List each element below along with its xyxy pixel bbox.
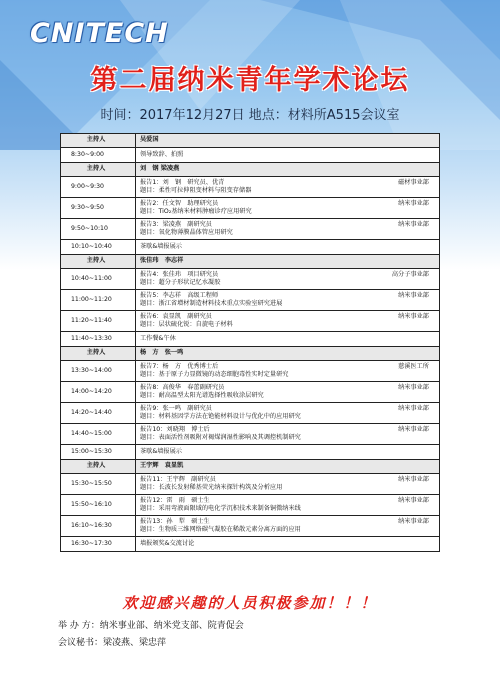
talk-row bbox=[61, 311, 440, 332]
time-slot: 15:00~15:30 bbox=[61, 445, 136, 460]
department-label: 慈溪医工所 bbox=[398, 362, 429, 370]
host-label: 主持人 bbox=[61, 347, 136, 361]
topic-line: 题目：生物质三维网络碳气凝胶在稀散元素分离方面的应用 bbox=[140, 526, 301, 533]
speaker-line: 报告3：梁凌燕 副研究员 bbox=[140, 220, 212, 228]
session-activity: 茶歇&墙报展示 bbox=[136, 240, 440, 255]
talk-details bbox=[136, 177, 440, 198]
session-activity: 工作餐&午休 bbox=[136, 332, 440, 347]
department-label: 高分子事业部 bbox=[391, 270, 429, 278]
host-names: 王宇辉 袁显凯 bbox=[136, 460, 440, 474]
speaker-line: 报告7：杨 方 优秀博士后 bbox=[140, 362, 219, 370]
host-names: 吴爱国 bbox=[136, 134, 440, 148]
topic-line: 题目：超分子形状记忆水凝胶 bbox=[140, 279, 221, 286]
time-location-line: 时间：2017年12月27日 地点：材料所A515会议室 bbox=[100, 108, 400, 123]
topic-line: 题目：TiO₂基纳米材料肿瘤诊疗应用研究 bbox=[140, 208, 252, 215]
host-label: 主持人 bbox=[61, 460, 136, 474]
time-slot: 9:00~9:30 bbox=[61, 177, 136, 198]
host-row bbox=[61, 255, 440, 269]
talk-details-inner bbox=[140, 405, 435, 422]
speaker-line: 报告10：刘晓翔 博士后 bbox=[140, 425, 210, 433]
talk-row bbox=[61, 382, 440, 403]
host-label: 主持人 bbox=[61, 134, 136, 148]
session-row bbox=[61, 240, 440, 255]
talk-details bbox=[136, 403, 440, 424]
talk-row bbox=[61, 424, 440, 445]
talk-row bbox=[61, 219, 440, 240]
host-row bbox=[61, 134, 440, 148]
topic-line: 题目：采用弯液面限域的电化学沉积技术来制备铜微纳米线 bbox=[140, 505, 301, 512]
time-slot: 14:20~14:40 bbox=[61, 403, 136, 424]
talk-details-inner bbox=[140, 292, 435, 309]
time-slot: 10:40~11:00 bbox=[61, 269, 136, 290]
host-label: 主持人 bbox=[61, 163, 136, 177]
talk-details-inner bbox=[140, 426, 435, 443]
session-row bbox=[61, 332, 440, 347]
topic-line: 题目：氧化物薄膜晶体管应用研究 bbox=[140, 229, 233, 236]
department-label: 纳米事业部 bbox=[398, 496, 429, 504]
host-names: 杨 方 张一鸣 bbox=[136, 347, 440, 361]
department-label: 纳米事业部 bbox=[398, 517, 429, 525]
session-activity: 领导致辞、拍照 bbox=[136, 148, 440, 163]
time-slot: 8:30~9:00 bbox=[61, 148, 136, 163]
time-slot: 16:10~16:30 bbox=[61, 516, 136, 537]
talk-details-inner bbox=[140, 497, 435, 514]
host-row bbox=[61, 163, 440, 177]
department-label: 磁材事业部 bbox=[398, 178, 429, 186]
talk-row bbox=[61, 269, 440, 290]
talk-row bbox=[61, 403, 440, 424]
speaker-line: 报告1：刘 钢 研究员、优青 bbox=[140, 178, 225, 186]
speaker-line: 报告2：任文智 助理研究员 bbox=[140, 199, 219, 207]
agenda-table bbox=[60, 133, 440, 552]
speaker-line: 报告11：王宇辉 副研究员 bbox=[140, 475, 216, 483]
speaker-line: 报告5：李志祥 高级工程师 bbox=[140, 291, 219, 299]
talk-details-inner bbox=[140, 200, 435, 217]
department-label: 纳米事业部 bbox=[398, 404, 429, 412]
time-slot: 11:40~13:30 bbox=[61, 332, 136, 347]
talk-details bbox=[136, 361, 440, 382]
speaker-line: 报告12：雷 雨 硕士生 bbox=[140, 496, 210, 504]
talk-details-inner bbox=[140, 221, 435, 238]
department-label: 纳米事业部 bbox=[398, 291, 429, 299]
speaker-line: 报告6：袁显凯 副研究员 bbox=[140, 312, 212, 320]
talk-details bbox=[136, 474, 440, 495]
topic-line: 题目：浙江省增材制造材料技术重点实验室研究进展 bbox=[140, 300, 283, 307]
department-label: 纳米事业部 bbox=[398, 199, 429, 207]
time-slot: 11:20~11:40 bbox=[61, 311, 136, 332]
talk-row bbox=[61, 474, 440, 495]
talk-details-inner bbox=[140, 363, 435, 380]
talk-row bbox=[61, 495, 440, 516]
time-slot: 15:30~15:50 bbox=[61, 474, 136, 495]
forum-title: 第二届纳米青年学术论坛 bbox=[90, 65, 410, 96]
time-slot: 15:50~16:10 bbox=[61, 495, 136, 516]
topic-line: 题目：层状硫化锐：自旋电子材料 bbox=[140, 321, 233, 328]
topic-line: 题目：柔性可拉伸阻变材料与阻变存储器 bbox=[140, 187, 252, 194]
time-slot: 14:00~14:20 bbox=[61, 382, 136, 403]
talk-details bbox=[136, 424, 440, 445]
session-activity: 茶歇&墙报展示 bbox=[136, 445, 440, 460]
host-label: 主持人 bbox=[61, 255, 136, 269]
department-label: 纳米事业部 bbox=[398, 383, 429, 391]
host-names: 刘 钢 梁凌燕 bbox=[136, 163, 440, 177]
time-slot: 11:00~11:20 bbox=[61, 290, 136, 311]
talk-details-inner bbox=[140, 518, 435, 535]
speaker-line: 报告4：张佳玮 项目研究员 bbox=[140, 270, 219, 278]
topic-line: 题目：耐高温型太阳光谱选择性吸收涂层研究 bbox=[140, 392, 264, 399]
session-row bbox=[61, 445, 440, 460]
department-label: 纳米事业部 bbox=[398, 475, 429, 483]
speaker-line: 报告8：高俊华 春蕾副研究员 bbox=[140, 383, 225, 391]
talk-row bbox=[61, 198, 440, 219]
talk-details bbox=[136, 311, 440, 332]
talk-details bbox=[136, 269, 440, 290]
time-slot: 9:50~10:10 bbox=[61, 219, 136, 240]
talk-row bbox=[61, 516, 440, 537]
time-slot: 10:10~10:40 bbox=[61, 240, 136, 255]
cnitech-logo: CNITECH bbox=[30, 18, 169, 49]
session-row bbox=[61, 148, 440, 163]
talk-details-inner bbox=[140, 313, 435, 330]
time-slot: 13:30~14:00 bbox=[61, 361, 136, 382]
talk-details bbox=[136, 198, 440, 219]
host-row bbox=[61, 347, 440, 361]
topic-line: 题目：长波长发射稀基荧光纳米探针构筑及分析应用 bbox=[140, 484, 283, 491]
organizer-line: 举 办 方：纳米事业部、纳米党支部、院青促会 bbox=[58, 621, 244, 631]
talk-row bbox=[61, 361, 440, 382]
talk-details bbox=[136, 516, 440, 537]
secretary-line: 会议秘书：梁凌燕、梁忠萍 bbox=[58, 638, 167, 648]
talk-details-inner bbox=[140, 476, 435, 493]
host-row bbox=[61, 460, 440, 474]
time-slot: 14:40~15:00 bbox=[61, 424, 136, 445]
session-row bbox=[61, 537, 440, 552]
talk-details-inner bbox=[140, 384, 435, 401]
speaker-line: 报告13：孙 犁 硕士生 bbox=[140, 517, 210, 525]
talk-details-inner bbox=[140, 179, 435, 196]
department-label: 纳米事业部 bbox=[398, 425, 429, 433]
speaker-line: 报告9：张一鸣 副研究员 bbox=[140, 404, 212, 412]
talk-details bbox=[136, 382, 440, 403]
host-names: 张佳玮 李志祥 bbox=[136, 255, 440, 269]
talk-details-inner bbox=[140, 271, 435, 288]
talk-details bbox=[136, 219, 440, 240]
topic-line: 题目：基于原子力显微镜的动态细胞毒性实时定量研究 bbox=[140, 371, 289, 378]
time-slot: 16:30~17:30 bbox=[61, 537, 136, 552]
welcome-message: 欢迎感兴趣的人员积极参加！！！ bbox=[122, 594, 378, 612]
talk-details bbox=[136, 290, 440, 311]
time-slot: 9:30~9:50 bbox=[61, 198, 136, 219]
talk-row bbox=[61, 290, 440, 311]
session-activity: 墙报颁奖&交流讨论 bbox=[136, 537, 440, 552]
department-label: 纳米事业部 bbox=[398, 220, 429, 228]
talk-row bbox=[61, 177, 440, 198]
topic-line: 题目：材料基因学方法在铯能材料设计与优化中的应用研究 bbox=[140, 413, 301, 420]
department-label: 纳米事业部 bbox=[398, 312, 429, 320]
topic-line: 题目：表面活性剂吸附对褐煤润湿性影响及其调控机制研究 bbox=[140, 434, 301, 441]
talk-details bbox=[136, 495, 440, 516]
